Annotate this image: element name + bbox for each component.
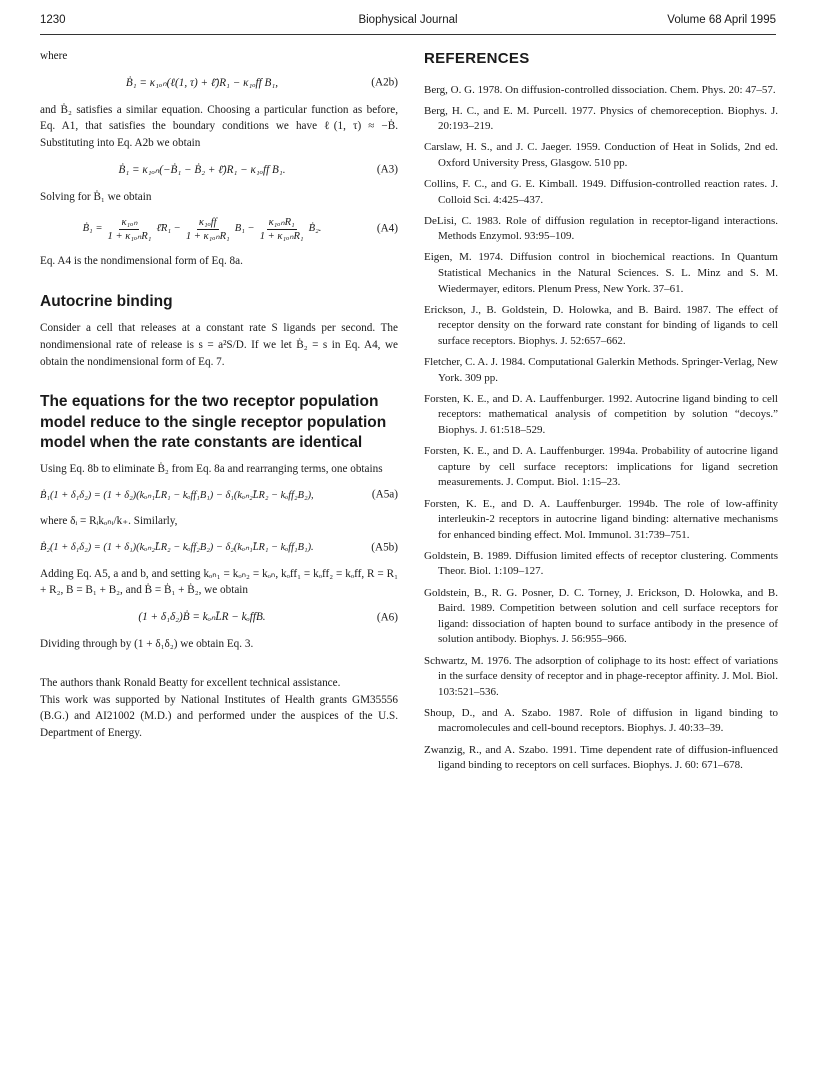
reference-item: Goldstein, B., R. G. Posner, D. C. Torney, J. Erickson, D. Holowka, and B. Baird. 1989. Competition between solution and cell surface receptors for ligand: dissociation of hapten bound to surface antibody in the presence of solution antibody. Biophys. J. 56:955–966. (424, 586, 778, 646)
paragraph-nondimensional: Eq. A4 is the nondimensional form of Eq. 8a. (40, 255, 243, 268)
paragraph-adding: Adding Eq. A5, a and b, and setting kₒₙ₁ = kₒₙ₂ = kₒₙ, kₒff₁ = kₒff₂ = kₒff, R = R₁ + R₂, B = B₁ + B₂, and Ḃ = Ḃ₁ + Ḃ₂, we obtain (40, 567, 398, 597)
equation-a4-fraction-2 (184, 216, 232, 243)
equation-a5a-body: Ḃ₁(1 + δ₁δ₂) = (1 + δ₂)(kₒₙ₁L̄R₁ − kₒff₁B₁) − δ₁(kₒₙ₂L̄R₂ − kₒff₂B₂), (40, 489, 314, 501)
reference-item: Forsten, K. E., and D. A. Lauffenburger. 1994a. Probability of autocrine ligand capture by cell surface receptors: implications for ligand secretion measurements. J. Comput. Biol. 1:15–23. (424, 445, 778, 489)
paragraph-boundary: and Ḃ₂ satisfies a similar equation. Choosing a particular function as before, Eq. A1, that satisfies the boundary conditions we have ℓ(1, τ) ≈ −Ḃ. Substituting into Eq. A2b we obtain (40, 103, 398, 150)
equation-a6-number: (A6) (376, 611, 398, 624)
equation-a6 (40, 609, 398, 626)
equation-a5b-body: Ḃ₂(1 + δ₁δ₂) = (1 + δ₁)(kₒₙ₂L̄R₂ − kₒff₂B₂) − δ₂(kₒₙ₁L̄R₁ − kₒff₁B₁). (40, 542, 314, 553)
equation-a4-fraction-3 (258, 216, 306, 243)
reference-item: Schwartz, M. 1976. The adsorption of coliphage to its host: effect of variations in the surface density of receptor and in phage-receptor affinity. J. Mol. Biol. 103:521–536. (424, 654, 778, 698)
acknowledgments (40, 675, 398, 742)
paragraph-solving: Solving for Ḃ₁ we obtain (40, 190, 152, 203)
reference-item: Shoup, D., and A. Szabo. 1987. Role of diffusion in ligand binding to macromolecules and cell-bound receptors. Biophys. J. 40:33–39. (424, 706, 778, 735)
equation-a2b (40, 75, 398, 92)
equation-a4-term-2: B₁ − (234, 223, 255, 235)
equation-a4-lhs: Ḃ₁ = (82, 223, 103, 235)
reference-item: Berg, O. G. 1978. On diffusion-controlled dissociation. Chem. Phys. 20: 47–57. (424, 83, 776, 96)
page-number: 1230 (40, 14, 66, 26)
left-column (40, 48, 398, 742)
equation-a3-number: (A3) (376, 163, 398, 176)
equation-a4 (40, 216, 398, 243)
paragraph-dividing: Dividing through by (1 + δ₁δ₂) we obtain Eq. 3. (40, 638, 254, 650)
equation-a5a-number: (A5a) (371, 488, 398, 501)
reference-item: Carslaw, H. S., and J. C. Jaeger. 1959. Conduction of Heat in Solids, 2nd ed. Oxford University Press, Glasgow. 510 pp. (424, 141, 778, 169)
equation-a2b-number: (A2b) (371, 76, 398, 89)
fraction-denominator: 1 + κ₁ₒₙR₁ (259, 230, 304, 242)
reference-item: Zwanzig, R., and A. Szabo. 1991. Time dependent rate of diffusion-influenced ligand binding to receptors on cell surfaces. Biophys. J. 60: 671–678. (424, 743, 778, 772)
volume-date: Volume 68 April 1995 (667, 14, 776, 26)
fraction-numerator: κ₁ₒₙR₁ (267, 216, 297, 230)
acknowledgment-funding: This work was supported by National Institutes of Health grants GM35556 (B.G.) and AI21002 (M.D.) and performed under the auspices of the U.S. Department of Energy. (40, 693, 398, 740)
reference-item: Berg, H. C., and E. M. Purcell. 1977. Physics of chemoreception. Biophys. J. 20:193–219. (424, 104, 778, 133)
equation-a3 (40, 162, 398, 179)
paragraph-where-delta: where δᵢ = Rᵢkₒₙᵢ/k₊. Similarly, (40, 515, 178, 528)
reference-list (424, 83, 778, 774)
right-column (424, 48, 778, 779)
section-heading-autocrine: Autocrine binding (40, 292, 173, 310)
equation-a6-body: (1 + δ₁δ₂)Ḃ = kₒₙL̄R − kₒffB. (138, 611, 266, 624)
fraction-denominator: 1 + κ₁ₒₙR₁ (107, 230, 152, 242)
fraction-numerator: κ₁ₒff (197, 216, 219, 230)
header-rule (40, 34, 776, 35)
equation-a4-term-1: ℓ̄R₁ − (156, 223, 181, 235)
paragraph-autocrine: Consider a cell that releases at a constant rate S ligands per second. The nondimensional rate of release is s = a²S/D. If we let Ḃ₂ = s in Eq. A4, we obtain the nondimensional form of Eq. 7. (40, 321, 398, 368)
reference-item: Forsten, K. E., and D. A. Lauffenburger. 1992. Autocrine ligand binding to cell receptors: mathematical analysis of competition by solution “decoys.” Biophys. J. 61:518–529. (424, 392, 778, 437)
paragraph-where: where (40, 50, 68, 62)
fraction-numerator: κ₁ₒₙ (119, 216, 139, 230)
equation-a5a (40, 488, 398, 504)
equation-a4-fraction-1 (106, 216, 154, 243)
reference-item: Collins, F. C., and G. E. Kimball. 1949. Diffusion-controlled reaction rates. J. Colloid Sci. 4:425–437. (424, 178, 778, 206)
section-heading-equations: The equations for the two receptor population model reduce to the single receptor population model when the rate constants are identical (40, 393, 387, 451)
journal-name: Biophysical Journal (358, 14, 458, 26)
reference-item: Goldstein, B. 1989. Diffusion limited effects of receptor clustering. Comments Theor. Biol. 1:109–127. (424, 549, 778, 578)
reference-item: Fletcher, C. A. J. 1984. Computational Galerkin Methods. Springer-Verlag, New York. 309 pp. (424, 356, 778, 384)
equation-a2b-body: Ḃ₁ = κ₁ₒₙ(ℓ(1, τ) + ℓ̄)R₁ − κ₁ₒff B₁, (125, 76, 279, 89)
running-header (40, 14, 776, 32)
equation-a3-body: Ḃ₁ = κ₁ₒₙ(−Ḃ₁ − Ḃ₂ + ℓ̄)R₁ − κ₁ₒff B₁. (118, 163, 286, 176)
equation-a5b-number: (A5b) (371, 541, 398, 554)
equation-a4-term-3: Ḃ₂. (308, 223, 322, 235)
reference-item: Eigen, M. 1974. Diffusion control in biochemical reactions. In Quantum Statistical Mechanics in the Natural Sciences. S. L. Minz and S. M. Wiedermayer, editors. Plenum Press, New York. 37–61. (424, 251, 778, 295)
reference-item: DeLisi, C. 1983. Role of diffusion regulation in receptor-ligand interactions. Methods Enzymol. 93:95–109. (424, 214, 778, 243)
paragraph-eliminate: Using Eq. 8b to eliminate Ḃ₂ from Eq. 8a and rearranging terms, one obtains (40, 462, 383, 475)
reference-item: Forsten, K. E., and D. A. Lauffenburger. 1994b. The role of low-affinity interleukin-2 receptors in autocrine ligand binding: alternative mechanisms for enhanced binding effect. Mol. Immunol. 31:739–751. (424, 497, 778, 541)
equation-a5b (40, 540, 398, 556)
reference-item: Erickson, J., B. Goldstein, D. Holowka, and B. Baird. 1987. The effect of receptor density on the forward rate constant for binding of ligands to cell surface receptors. Biophys. J. 52:657–662. (424, 303, 778, 348)
acknowledgment-thanks: The authors thank Ronald Beatty for excellent technical assistance. (40, 676, 341, 689)
equation-a4-number: (A4) (376, 222, 398, 235)
references-heading: REFERENCES (424, 50, 530, 67)
fraction-denominator: 1 + κ₁ₒₙR₁ (185, 230, 230, 242)
